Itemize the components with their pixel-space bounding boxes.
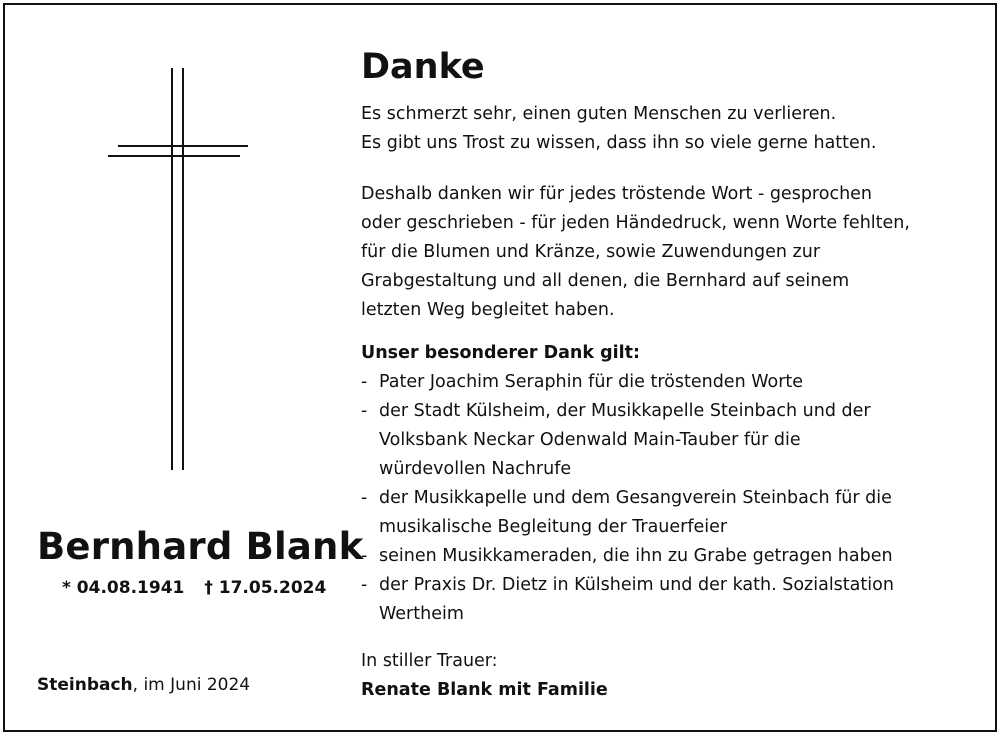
thanks-line: würdevollen Nachrufe xyxy=(379,459,572,479)
intro-line: Es schmerzt sehr, einen guten Menschen zu verlieren. xyxy=(361,104,837,124)
intro-paragraph xyxy=(361,100,986,158)
place-date xyxy=(37,675,250,695)
thanks-line: der Praxis Dr. Dietz in Külsheim und der kath. Sozialstation xyxy=(379,575,894,595)
body-line: letzten Weg begleitet haben. xyxy=(361,300,615,320)
thanks-line: der Musikkapelle und dem Gesangverein Steinbach für die xyxy=(379,488,892,508)
thanks-line: musikalische Begleitung der Trauerfeier xyxy=(379,517,728,537)
thanks-item xyxy=(361,484,986,542)
place-name: Steinbach xyxy=(37,675,133,695)
thanks-line: Pater Joachim Seraphin für die tröstenden Worte xyxy=(379,372,804,392)
mourning-label: In stiller Trauer: xyxy=(361,651,498,671)
thanks-line: Volksbank Neckar Odenwald Main-Tauber für die xyxy=(379,430,801,450)
birth-date: * 04.08.1941 xyxy=(62,578,185,598)
death-date: † 17.05.2024 xyxy=(204,578,327,598)
body-line: oder geschrieben - für jeden Händedruck, wenn Worte fehlten, xyxy=(361,213,910,233)
special-thanks-list xyxy=(361,368,986,629)
place-date-text: , im Juni 2024 xyxy=(132,675,251,695)
body-line: Grabgestaltung und all denen, die Bernhard auf seinem xyxy=(361,271,850,291)
family-signature: Renate Blank mit Familie xyxy=(361,680,608,700)
thanks-item xyxy=(361,542,986,571)
thanks-item xyxy=(361,368,986,397)
body-line: Deshalb danken wir für jedes tröstende Wort - gesprochen xyxy=(361,184,873,204)
body-line: für die Blumen und Kränze, sowie Zuwendungen zur xyxy=(361,242,821,262)
deceased-name: Bernhard Blank xyxy=(37,525,364,568)
intro-line: Es gibt uns Trost zu wissen, dass ihn so viele gerne hatten. xyxy=(361,133,877,153)
cross-icon xyxy=(100,60,260,480)
life-dates xyxy=(62,578,326,598)
thanks-paragraph xyxy=(361,180,986,325)
thanks-item xyxy=(361,571,986,629)
thanks-line: seinen Musikkameraden, die ihn zu Grabe getragen haben xyxy=(379,546,893,566)
notice-title: Danke xyxy=(361,47,485,87)
notice-text xyxy=(361,44,986,705)
thanks-line: Wertheim xyxy=(379,604,464,624)
special-thanks-heading: Unser besonderer Dank gilt: xyxy=(361,343,641,363)
thanks-item xyxy=(361,397,986,484)
thanks-line: der Stadt Külsheim, der Musikkapelle Steinbach und der xyxy=(379,401,871,421)
